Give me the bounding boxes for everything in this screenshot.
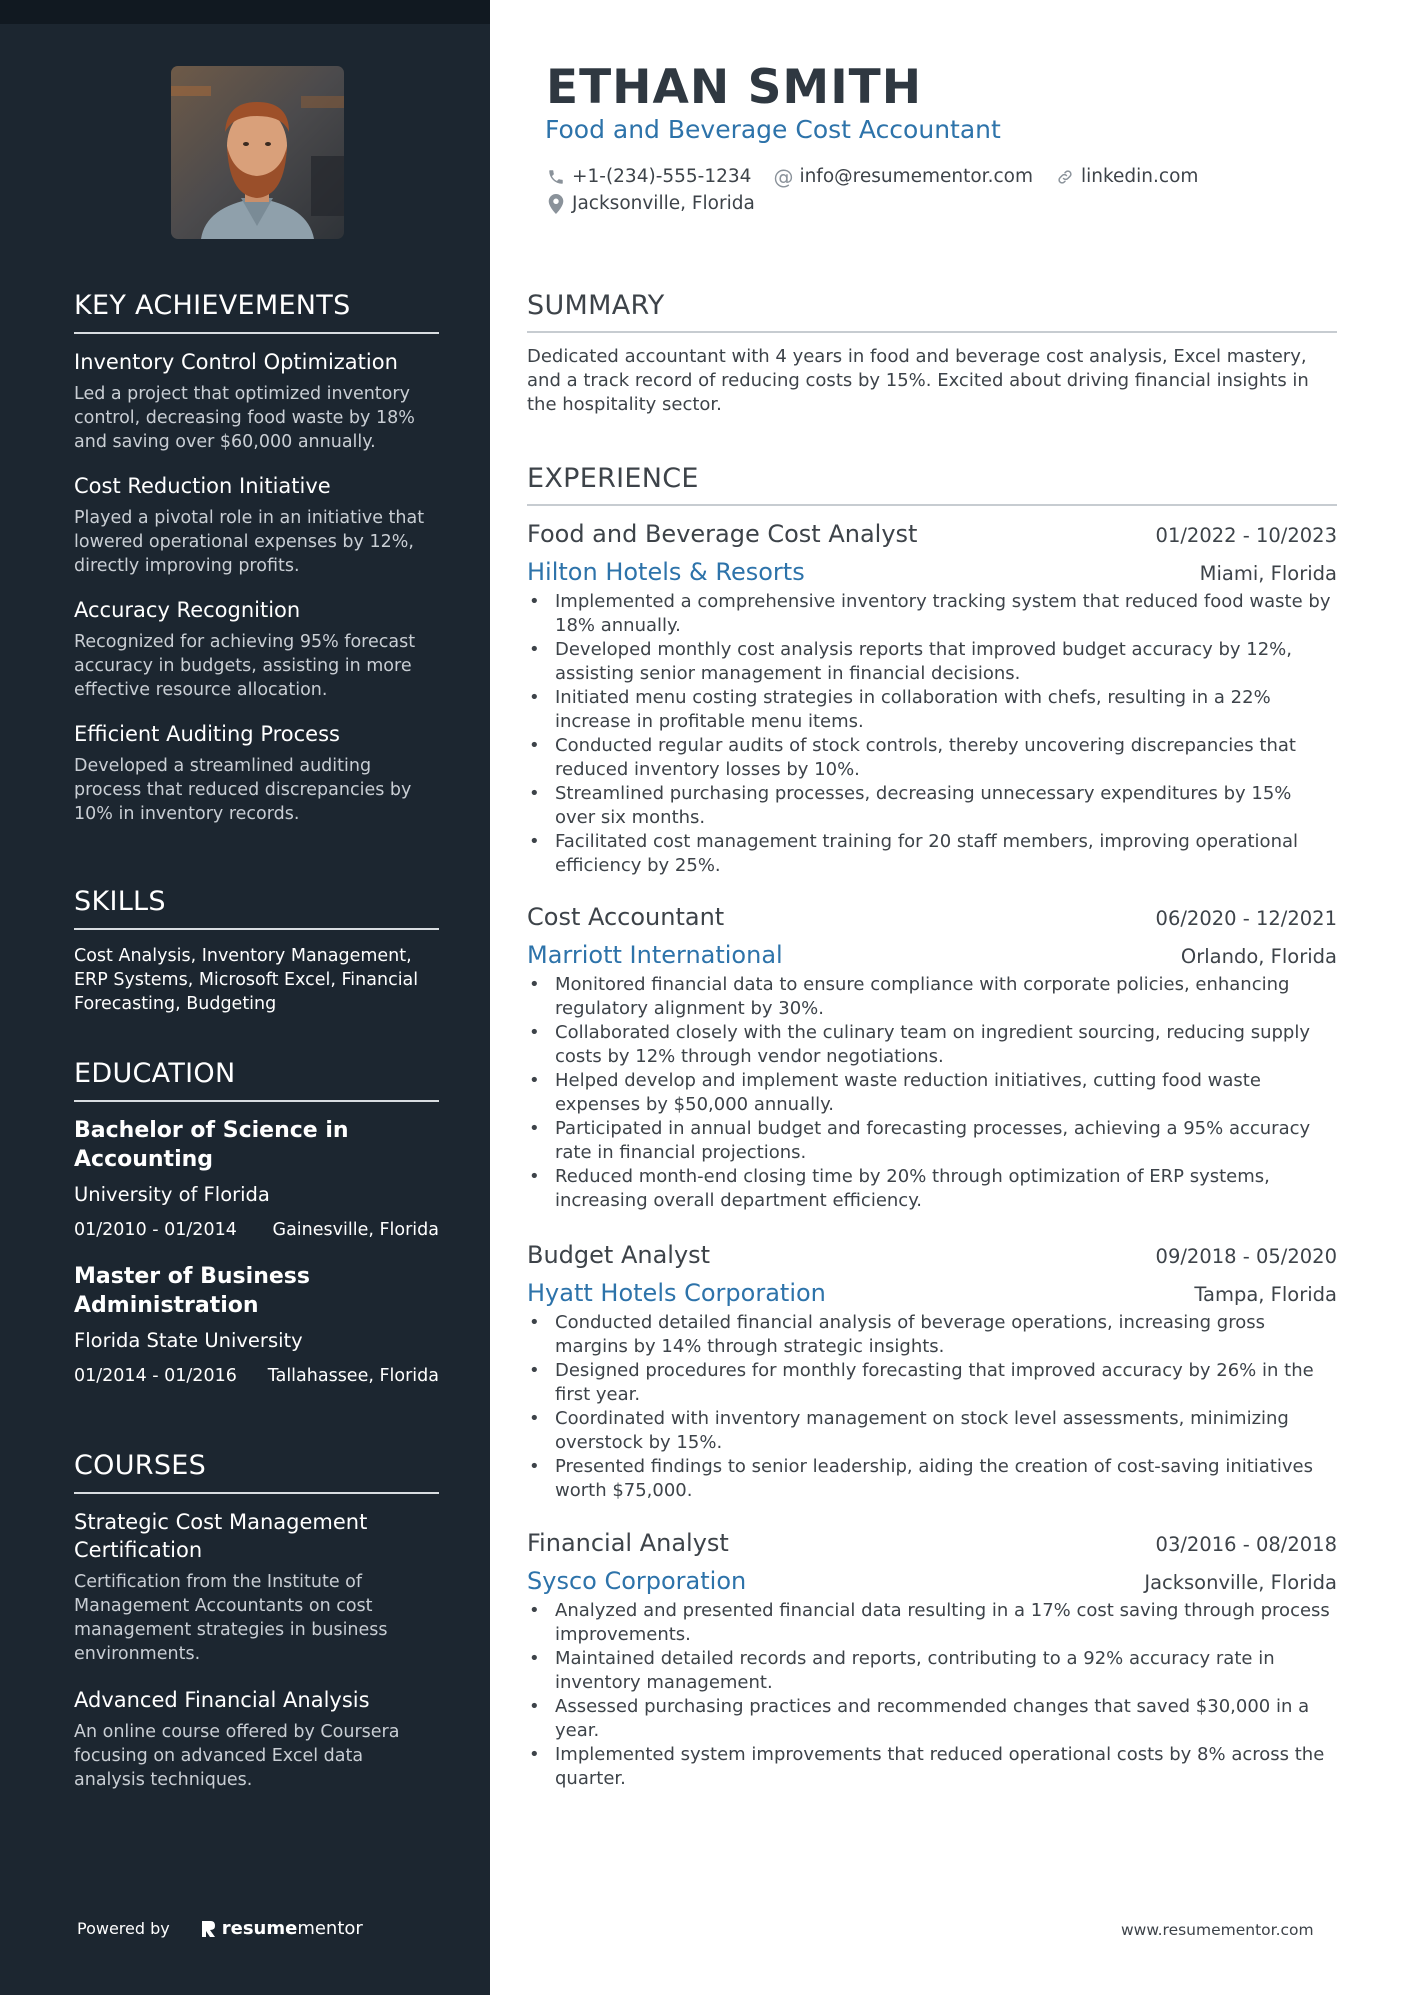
brand-logo[interactable]	[200, 1918, 363, 1939]
job-bullet: • Initiated menu costing strategies in collaboration with chefs, resulting in a 22% increase in profitable menu items.	[527, 686, 1337, 734]
job-bullets	[527, 1311, 1337, 1503]
job-role: Financial Analyst	[527, 1529, 729, 1557]
job-header	[527, 520, 1337, 548]
education-degree: Master of Business Administration	[74, 1264, 310, 1318]
education-dates: 01/2010 - 01/2014	[74, 1220, 237, 1240]
experience-heading: EXPERIENCE	[527, 463, 1337, 506]
job-bullet: • Conducted detailed financial analysis of beverage operations, increasing gross margins by 14% through strategic insights.	[527, 1311, 1337, 1359]
powered-by	[77, 1918, 363, 1939]
job-role: Budget Analyst	[527, 1241, 711, 1269]
course-title: Advanced Financial Analysis	[74, 1688, 370, 1712]
course-item	[74, 1508, 439, 1666]
linkedin-text: linkedin.com	[1080, 166, 1199, 187]
profile-photo	[171, 66, 344, 239]
job-entry	[527, 520, 1337, 878]
phone-icon	[546, 167, 566, 187]
brand-name-rest: mentor	[297, 1918, 363, 1939]
job-bullet: • Analyzed and presented financial data resulting in a 17% cost saving through process improvements.	[527, 1599, 1337, 1647]
job-bullet: • Presented findings to senior leadership, aiding the creation of cost-saving initiatives worth $75,000.	[527, 1455, 1337, 1503]
job-bullet: • Implemented system improvements that reduced operational costs by 8% across the quarter.	[527, 1743, 1337, 1791]
footer-website-link[interactable]: www.resumementor.com	[1121, 1921, 1314, 1939]
phone-text: +1-(234)-555-1234	[572, 166, 752, 187]
job-bullets	[527, 1599, 1337, 1791]
job-entry	[527, 1241, 1337, 1503]
courses-heading: COURSES	[74, 1450, 439, 1494]
achievement-description: Led a project that optimized inventory control, decreasing food waste by 18% and saving over $60,000 annually.	[74, 384, 415, 452]
courses-section	[74, 1450, 439, 1812]
job-location: Miami, Florida	[1199, 562, 1337, 585]
course-title: Strategic Cost Management Certification	[74, 1510, 368, 1562]
education-meta	[74, 1366, 439, 1386]
job-company-row	[527, 1279, 1337, 1307]
contact-location	[546, 193, 755, 214]
experience-section	[527, 463, 1337, 506]
education-degree: Bachelor of Science in Accounting	[74, 1118, 349, 1172]
job-bullet: • Implemented a comprehensive inventory tracking system that reduced food waste by 18% annually.	[527, 590, 1337, 638]
skills-heading: SKILLS	[74, 886, 439, 930]
job-role: Food and Beverage Cost Analyst	[527, 520, 918, 548]
job-bullets	[527, 973, 1337, 1213]
job-header	[527, 1529, 1337, 1557]
achievement-item	[74, 596, 439, 702]
email-text: info@resumementor.com	[799, 166, 1033, 187]
achievement-title: Cost Reduction Initiative	[74, 474, 331, 498]
education-location: Gainesville, Florida	[272, 1220, 439, 1240]
location-text: Jacksonville, Florida	[572, 193, 755, 214]
skills-section	[74, 886, 439, 1016]
summary-text: Dedicated accountant with 4 years in food and beverage cost analysis, Excel mastery, and a track record of reducing costs by 15%. Excited about driving financial insights in the hospitality sector.	[527, 346, 1309, 415]
skills-list: Cost Analysis, Inventory Management, ERP Systems, Microsoft Excel, Financial Forecasting, Budgeting	[74, 946, 419, 1014]
job-company-row	[527, 1567, 1337, 1595]
job-bullet: • Assessed purchasing practices and recommended changes that saved $30,000 in a year.	[527, 1695, 1337, 1743]
link-icon	[1055, 167, 1075, 187]
sidebar-top-bar	[0, 0, 490, 24]
summary-heading: SUMMARY	[527, 290, 1337, 333]
education-item	[74, 1262, 439, 1386]
job-entry	[527, 1529, 1337, 1791]
contact-info	[546, 163, 1346, 217]
education-location: Tallahassee, Florida	[267, 1366, 439, 1386]
education-item	[74, 1116, 439, 1240]
candidate-title: Food and Beverage Cost Accountant	[545, 115, 1001, 144]
job-bullet: • Participated in annual budget and forecasting processes, achieving a 95% accuracy rate in financial projections.	[527, 1117, 1337, 1165]
job-bullet: • Monitored financial data to ensure compliance with corporate policies, enhancing regulatory alignment by 30%.	[527, 973, 1337, 1021]
brand-name-bold: resume	[221, 1918, 298, 1939]
course-description: Certification from the Institute of Management Accountants on cost management strategies in business environments.	[74, 1572, 388, 1664]
job-bullet: • Designed procedures for monthly forecasting that improved accuracy by 26% in the first year.	[527, 1359, 1337, 1407]
job-bullet: • Conducted regular audits of stock controls, thereby uncovering discrepancies that reduced inventory losses by 10%.	[527, 734, 1337, 782]
contact-row	[546, 163, 1346, 190]
education-section	[74, 1058, 439, 1408]
job-bullet: • Maintained detailed records and reports, contributing to a 92% accuracy rate in inventory management.	[527, 1647, 1337, 1695]
job-header	[527, 1241, 1337, 1269]
job-bullet: • Reduced month-end closing time by 20% through optimization of ERP systems, increasing overall department efficiency.	[527, 1165, 1337, 1213]
job-bullet: • Helped develop and implement waste reduction initiatives, cutting food waste expenses by $50,000 annually.	[527, 1069, 1337, 1117]
achievement-title: Inventory Control Optimization	[74, 350, 398, 374]
contact-linkedin[interactable]	[1055, 166, 1198, 187]
achievement-description: Played a pivotal role in an initiative that lowered operational expenses by 12%, directly improving profits.	[74, 508, 425, 576]
job-header	[527, 903, 1337, 931]
contact-phone[interactable]	[546, 166, 751, 187]
achievement-item	[74, 720, 439, 826]
achievement-item	[74, 348, 439, 454]
course-item	[74, 1686, 439, 1792]
job-role: Cost Accountant	[527, 903, 725, 931]
job-entry	[527, 903, 1337, 1213]
job-location: Jacksonville, Florida	[1144, 1571, 1337, 1594]
job-bullets	[527, 590, 1337, 878]
candidate-name: ETHAN SMITH	[546, 60, 923, 115]
key-achievements-section	[74, 290, 439, 844]
at-icon: @	[773, 164, 794, 189]
job-dates: 09/2018 - 05/2020	[1155, 1245, 1337, 1268]
job-company: Marriott International	[527, 941, 783, 969]
achievement-item	[74, 472, 439, 578]
achievement-description: Developed a streamlined auditing process that reduced discrepancies by 10% in inventory records.	[74, 756, 412, 824]
job-dates: 03/2016 - 08/2018	[1155, 1533, 1337, 1556]
key-achievements-heading: KEY ACHIEVEMENTS	[74, 290, 439, 334]
achievement-title: Efficient Auditing Process	[74, 722, 340, 746]
job-bullet: • Streamlined purchasing processes, decreasing unnecessary expenditures by 15% over six months.	[527, 782, 1337, 830]
job-company-row	[527, 941, 1337, 969]
job-dates: 01/2022 - 10/2023	[1155, 524, 1337, 547]
contact-email[interactable]	[773, 166, 1033, 187]
job-dates: 06/2020 - 12/2021	[1155, 907, 1337, 930]
job-company: Hyatt Hotels Corporation	[527, 1279, 826, 1307]
education-school: Florida State University	[74, 1329, 303, 1352]
achievement-title: Accuracy Recognition	[74, 598, 301, 622]
job-bullet: • Developed monthly cost analysis reports that improved budget accuracy by 12%, assisting senior management in financial decisions.	[527, 638, 1337, 686]
job-bullet: • Collaborated closely with the culinary team on ingredient sourcing, reducing supply costs by 12% through vendor negotiations.	[527, 1021, 1337, 1069]
education-heading: EDUCATION	[74, 1058, 439, 1102]
resumementor-logo-icon	[200, 1919, 217, 1939]
education-meta	[74, 1220, 439, 1240]
powered-by-label: Powered by	[77, 1919, 170, 1938]
job-location: Tampa, Florida	[1194, 1283, 1337, 1306]
location-pin-icon	[546, 194, 566, 214]
job-company: Sysco Corporation	[527, 1567, 747, 1595]
job-location: Orlando, Florida	[1180, 945, 1337, 968]
sidebar	[0, 0, 490, 1995]
education-dates: 01/2014 - 01/2016	[74, 1366, 237, 1386]
education-school: University of Florida	[74, 1183, 270, 1206]
achievement-description: Recognized for achieving 95% forecast accuracy in budgets, assisting in more effective resource allocation.	[74, 632, 416, 700]
job-company: Hilton Hotels & Resorts	[527, 558, 805, 586]
contact-row	[546, 190, 1346, 217]
job-bullet: • Facilitated cost management training for 20 staff members, improving operational efficiency by 25%.	[527, 830, 1337, 878]
job-company-row	[527, 558, 1337, 586]
summary-section	[527, 290, 1337, 417]
job-bullet: • Coordinated with inventory management on stock level assessments, minimizing overstock by 15%.	[527, 1407, 1337, 1455]
course-description: An online course offered by Coursera focusing on advanced Excel data analysis techniques.	[74, 1722, 400, 1790]
